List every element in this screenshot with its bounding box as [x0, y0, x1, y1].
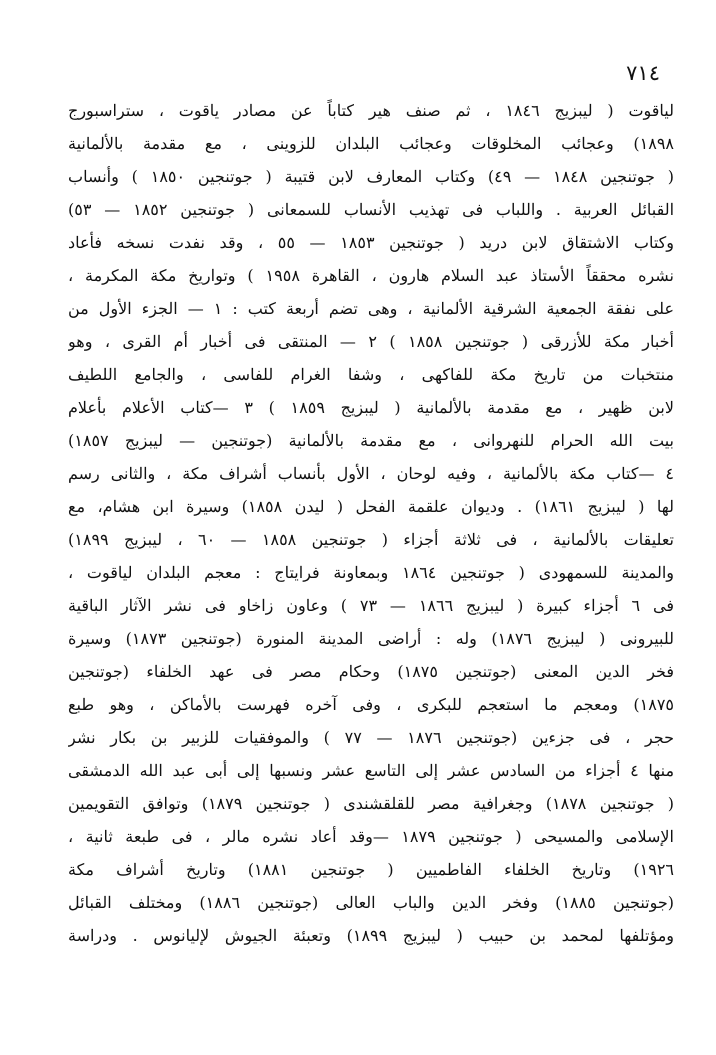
text-line: حجر ، فى جزءين (جوتنجين ١٨٧٦ — ٧٧ ) والموفقيات للزبير بن بكار نشر	[68, 728, 674, 747]
body-text	[68, 94, 674, 952]
text-line: لابن ظهير ، مع مقدمة بالألمانية ( ليبزيج ١٨٥٩ ) ٣ —كتاب الأعلام بأعلام	[68, 398, 674, 417]
page-number: ٧١٤	[626, 61, 660, 85]
text-line: فى ٦ أجزاء كبيرة ( ليبزيج ١٨٦٦ — ٧٣ ) وعاون زاخاو فى نشر الآثار الباقية	[68, 596, 674, 615]
text-line: منها ٤ أجزاء من السادس عشر إلى التاسع عشر ونسبها إلى أبى عبد الله الدمشقى	[68, 761, 674, 780]
text-line: القبائل العربية . واللباب فى تهذيب الأنساب للسمعانى ( جوتنجين ١٨٥٢ — ٥٣)	[68, 200, 674, 219]
text-line: ١٨٩٨) وعجائب المخلوقات وعجائب البلدان للزوينى ، مع مقدمة بالألمانية	[68, 134, 674, 153]
text-line: والمدينة للسمهودى ( جوتنجين ١٨٦٤ وبمعاونة فرايتاج : معجم البلدان لياقوت ،	[68, 563, 674, 582]
text-line: نشره محققاً الأستاذ عبد السلام هارون ، القاهرة ١٩٥٨ ) وتواريخ مكة المكرمة ،	[68, 266, 674, 285]
text-line: لياقوت ( ليبزيج ١٨٤٦ ، ثم صنف هير كتاباً عن مصادر ياقوت ، ستراسبورج	[68, 101, 674, 120]
text-line: (جوتنجين ١٨٨٥) وفخر الدين والباب العالى (جوتنجين ١٨٨٦) ومختلف القبائل	[68, 893, 674, 912]
text-line: ( جوتنجين ١٨٤٨ — ٤٩) وكتاب المعارف لابن قتيبة ( جوتنجين ١٨٥٠ ) وأنساب	[68, 167, 674, 186]
text-line: لها ( ليبزيج ١٨٦١) . وديوان علقمة الفحل ( ليدن ١٨٥٨) وسيرة ابن هشام، مع	[68, 497, 674, 516]
text-line: منتخبات من تاريخ مكة للفاكهى ، وشفا الغرام للفاسى ، والجامع اللطيف	[68, 365, 674, 384]
text-line: ١٨٧٥) ومعجم ما استعجم للبكرى ، وفى آخره فهرست بالأماكن ، وهو طبع	[68, 695, 674, 714]
text-line: ١٩٢٦) وتاريخ الخلفاء الفاطميين ( جوتنجين ١٨٨١) وتاريخ أشراف مكة	[68, 860, 674, 879]
text-line: وكتاب الاشتقاق لابن دريد ( جوتنجين ١٨٥٣ — ٥٥ ، وقد نفدت نسخه فأعاد	[68, 233, 674, 252]
text-line: الإسلامى والمسيحى ( جوتنجين ١٨٧٩ —وقد أعاد نشره مالر ، فى طبعة ثانية ،	[68, 827, 674, 846]
text-line: ومؤتلفها لمحمد بن حبيب ( ليبزيج ١٨٩٩) وتعبئة الجيوش لإليانوس . ودراسة	[68, 926, 674, 945]
text-line: ( جوتنجين ١٨٧٨) وجغرافية مصر للقلقشندى ( جوتنجين ١٨٧٩) وتوافق التقويمين	[68, 794, 674, 813]
text-line: أخبار مكة للأزرقى ( جوتنجين ١٨٥٨ ) ٢ — المنتقى فى أخبار أم القرى ، وهو	[68, 332, 674, 351]
text-line: تعليقات بالألمانية ، فى ثلاثة أجزاء ( جوتنجين ١٨٥٨ — ٦٠ ، ليبزيج ١٨٩٩)	[68, 530, 674, 549]
text-line: للبيرونى ( ليبزيج ١٨٧٦) وله : أراضى المدينة المنورة (جوتنجين ١٨٧٣) وسيرة	[68, 629, 674, 648]
text-line: فخر الدين المعنى (جوتنجين ١٨٧٥) وحكام مصر فى عهد الخلفاء (جوتنجين	[68, 662, 674, 681]
text-line: بيت الله الحرام للنهروانى ، مع مقدمة بالألمانية (جوتنجين — ليبزيج ١٨٥٧)	[68, 431, 674, 450]
text-line: ٤ —كتاب مكة بالألمانية ، وفيه لوحان ، الأول بأنساب أشراف مكة ، والثانى رسم	[68, 464, 674, 483]
text-line: على نفقة الجمعية الشرقية الألمانية ، وهى تضم أربعة كتب : ١ — الجزء الأول من	[68, 299, 674, 318]
